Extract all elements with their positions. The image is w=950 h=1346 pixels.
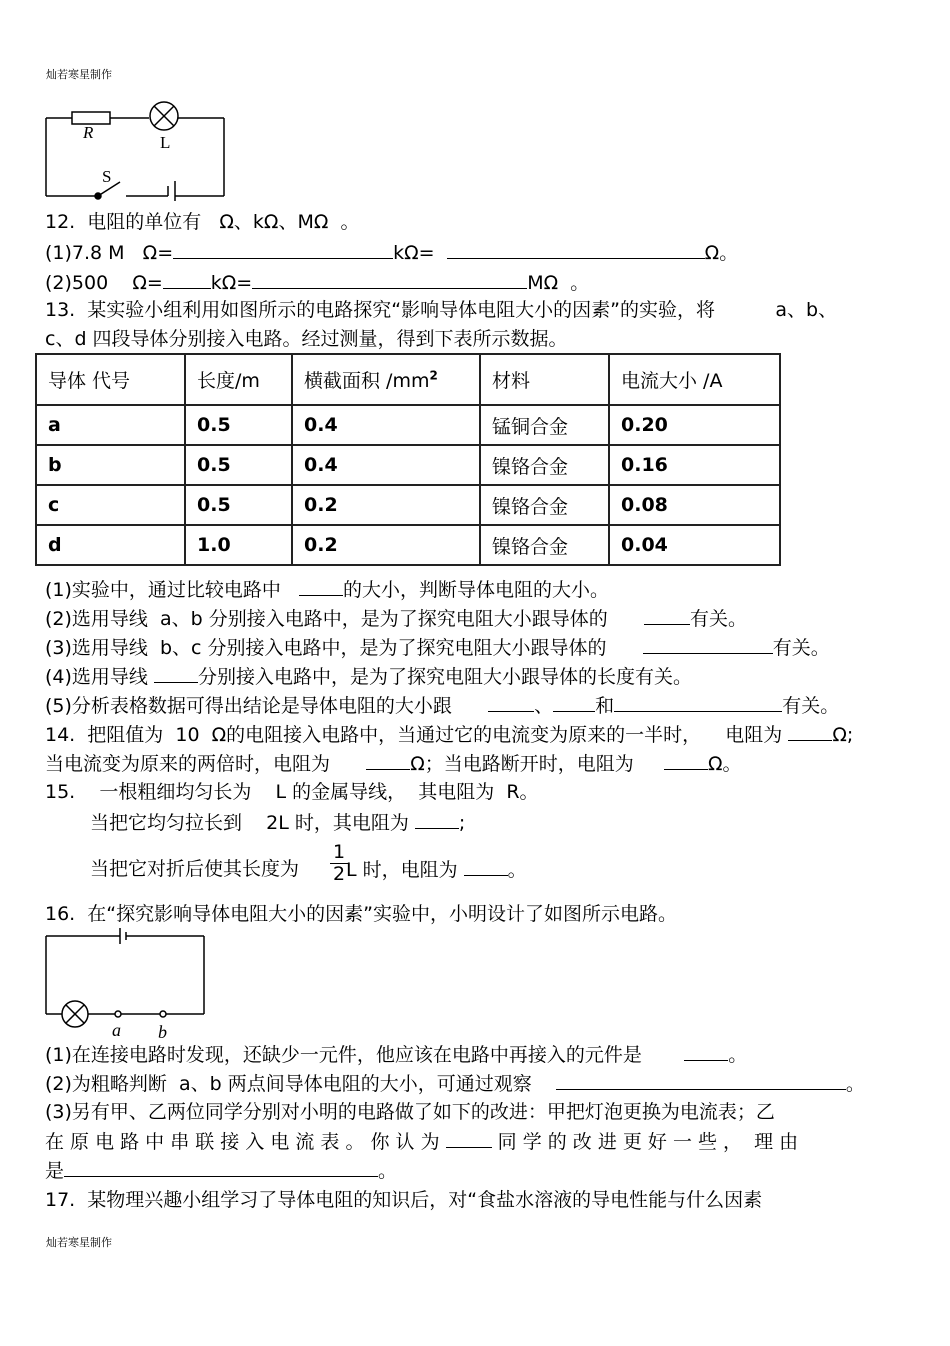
answer-blank[interactable] — [556, 1071, 846, 1090]
table-cell: 0.4 — [292, 445, 480, 485]
q16-sub1: (1)在连接电路时发现，还缺少一元件，他应该在电路中再接入的元件是 。 — [45, 1044, 748, 1066]
q15-line2: 当把它均匀拉长到 2L 时，其电阻为 ; — [90, 812, 466, 834]
table-cell: 0.5 — [185, 445, 292, 485]
q16-stem: 16. 在“探究影响导体电阻大小的因素”实验中，小明设计了如图所示电路。 — [45, 903, 677, 925]
table-row — [36, 525, 780, 565]
q13-sub5: (5)分析表格数据可得出结论是导体电阻的大小跟 、 和 有关。 — [45, 695, 840, 717]
q12-part2: (2)500 Ω= kΩ= MΩ 。 — [45, 272, 590, 294]
q13-sub1: (1)实验中，通过比较电路中 的大小，判断导体电阻的大小。 — [45, 579, 610, 601]
point-a-label: a — [112, 1020, 121, 1040]
answer-blank[interactable] — [614, 693, 782, 712]
answer-blank[interactable] — [684, 1042, 728, 1061]
table-header-cell: 电流大小 /A — [609, 354, 780, 405]
q14-line2: 当电流变为原来的两倍时，电阻为 Ω；当电路断开时，电阻为 Ω。 — [45, 753, 742, 775]
q15-line1: 15. 一根粗细均匀长为 L 的金属导线， 其电阻为 R。 — [45, 781, 539, 803]
answer-blank[interactable] — [173, 240, 393, 259]
q16-sub3-line3: 是 。 — [45, 1160, 398, 1182]
q15-line3-text: 当把它对折后使其长度为 — [90, 858, 300, 880]
answer-blank[interactable] — [446, 1129, 492, 1148]
lamp-label: L — [160, 133, 171, 152]
table-cell: 0.4 — [292, 405, 480, 445]
header-watermark: 灿若寒星制作 — [46, 68, 112, 81]
answer-blank[interactable] — [553, 693, 595, 712]
answer-blank[interactable] — [64, 1158, 378, 1177]
q13-sub4: (4)选用导线 分别接入电路中，是为了探究电阻大小跟导体的长度有关。 — [45, 666, 692, 688]
answer-blank[interactable] — [366, 751, 410, 770]
fraction: 1 2 — [330, 842, 348, 885]
table-cell: 锰铜合金 — [480, 405, 609, 445]
table-cell: 0.08 — [609, 485, 780, 525]
q13-sub3: (3)选用导线 b、c 分别接入电路中，是为了探究电阻大小跟导体的 有关。 — [45, 637, 830, 659]
q16-sub2: (2)为粗略判断 a、b 两点间导体电阻的大小，可通过观察 。 — [45, 1073, 865, 1095]
table-header-cell: 长度/m — [185, 354, 292, 405]
q15-line3-rest: L 时，电阻为 。 — [346, 859, 527, 881]
table-row — [36, 445, 780, 485]
q13-sub2: (2)选用导线 a、b 分别接入电路中，是为了探究电阻大小跟导体的 有关。 — [45, 608, 747, 630]
q14-line1: 14. 把阻值为 10 Ω的电阻接入电路中，当通过它的电流变为原来的一半时， 电阻为 Ω; — [45, 724, 854, 746]
table-cell: 1.0 — [185, 525, 292, 565]
answer-blank[interactable] — [415, 810, 459, 829]
table-cell: c — [36, 485, 185, 525]
answer-blank[interactable] — [252, 270, 527, 289]
answer-blank[interactable] — [643, 635, 773, 654]
q16-sub3-line2: 在 原 电 路 中 串 联 接 入 电 流 表 。 你 认 为 同 学 的 改 进 更 好 一 些 ， 理 由 — [45, 1131, 799, 1153]
answer-blank[interactable] — [488, 693, 534, 712]
q13-stem-line1: 13. 某实验小组利用如图所示的电路探究“影响导体电阻大小的因素”的实验，将 a、b、 — [45, 299, 838, 321]
answer-blank[interactable] — [447, 240, 705, 259]
table-header-cell: 导体 代号 — [36, 354, 185, 405]
table-cell: 0.16 — [609, 445, 780, 485]
table-cell: 镍铬合金 — [480, 485, 609, 525]
answer-blank[interactable] — [788, 722, 832, 741]
table-cell: 0.20 — [609, 405, 780, 445]
table-header-cell: 横截面积 $/mm^2$ — [292, 354, 480, 405]
table-cell: 0.04 — [609, 525, 780, 565]
table-cell: 镍铬合金 — [480, 525, 609, 565]
table-cell: 0.5 — [185, 485, 292, 525]
q16-sub3-line1: (3)另有甲、乙两位同学分别对小明的电路做了如下的改进：甲把灯泡更换为电流表；乙 — [45, 1101, 775, 1123]
answer-blank[interactable] — [644, 606, 690, 625]
table-cell: d — [36, 525, 185, 565]
table-cell: 0.5 — [185, 405, 292, 445]
resistor-label: R — [83, 123, 94, 142]
q17-line1: 17. 某物理兴趣小组学习了导体电阻的知识后，对“食盐水溶液的导电性能与什么因素 — [45, 1189, 763, 1211]
table-cell: b — [36, 445, 185, 485]
data-table — [35, 353, 781, 566]
table-row — [36, 405, 780, 445]
table-cell: 0.2 — [292, 525, 480, 565]
table-row — [36, 485, 780, 525]
switch-label: S — [102, 167, 112, 186]
table-cell: 镍铬合金 — [480, 445, 609, 485]
answer-blank[interactable] — [154, 664, 198, 683]
table-cell: 0.2 — [292, 485, 480, 525]
q13-stem-line2: c、d 四段导体分别接入电路。经过测量，得到下表所示数据。 — [45, 328, 568, 350]
table-header-cell: 材料 — [480, 354, 609, 405]
circuit-diagram-1 — [40, 96, 230, 202]
q12-part1: (1)7.8 M Ω= kΩ= Ω。 — [45, 242, 739, 264]
circuit-diagram-2 — [40, 924, 210, 1040]
table-header-row — [36, 354, 780, 405]
table-cell: a — [36, 405, 185, 445]
q12-stem: 12. 电阻的单位有 Ω、kΩ、MΩ 。 — [45, 211, 360, 233]
answer-blank[interactable] — [664, 751, 708, 770]
answer-blank[interactable] — [464, 857, 508, 876]
point-b-label: b — [158, 1022, 167, 1040]
answer-blank[interactable] — [163, 270, 211, 289]
answer-blank[interactable] — [299, 577, 343, 596]
footer-watermark: 灿若寒星制作 — [46, 1236, 112, 1249]
